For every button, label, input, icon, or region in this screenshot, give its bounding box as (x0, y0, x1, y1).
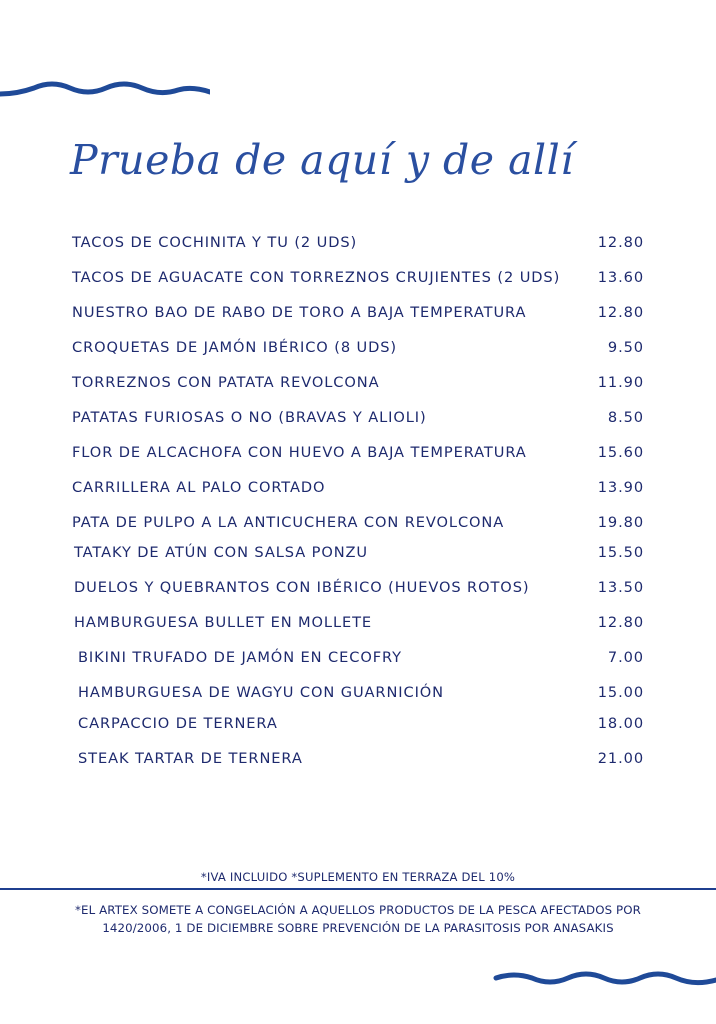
menu-item (78, 713, 644, 735)
item-name: TACOS DE AGUACATE CON TORREZNOS CRUJIENTES (2 UDS) (72, 269, 561, 286)
item-price: 7.00 (607, 649, 644, 666)
item-price: 15.50 (597, 544, 644, 561)
menu-item (72, 512, 644, 534)
menu-item (72, 232, 644, 254)
item-name: HAMBURGUESA DE WAGYU CON GUARNICIÓN (78, 684, 444, 701)
item-price: 13.50 (597, 579, 644, 596)
wave-bottom-decoration (492, 966, 716, 992)
item-name: BIKINI TRUFADO DE JAMÓN EN CECOFRY (78, 649, 402, 666)
menu-item (74, 577, 644, 599)
item-price: 11.90 (597, 374, 644, 391)
item-name: CARRILLERA AL PALO CORTADO (72, 479, 326, 496)
item-price: 18.00 (597, 715, 644, 732)
menu-title: Prueba de aquí y de allí (70, 136, 574, 184)
menu-item (72, 337, 644, 359)
item-price: 15.00 (597, 684, 644, 701)
item-name: FLOR DE ALCACHOFA CON HUEVO A BAJA TEMPERATURA (72, 444, 527, 461)
menu-item (72, 477, 644, 499)
item-name: TORREZNOS CON PATATA REVOLCONA (72, 374, 380, 391)
legal-note (40, 901, 676, 937)
item-name: NUESTRO BAO DE RABO DE TORO A BAJA TEMPERATURA (72, 304, 527, 321)
menu-item (78, 647, 644, 669)
item-price: 19.80 (597, 514, 644, 531)
item-price: 8.50 (607, 409, 644, 426)
item-price: 9.50 (607, 339, 644, 356)
menu-item (72, 302, 644, 324)
item-price: 12.80 (597, 614, 644, 631)
item-name: PATA DE PULPO A LA ANTICUCHERA CON REVOLCONA (72, 514, 505, 531)
legal-note-line-1: *EL ARTEX SOMETE A CONGELACIÓN A AQUELLOS PRODUCTOS DE LA PESCA AFECTADOS POR (75, 903, 641, 917)
menu-item (78, 682, 644, 704)
item-name: TATAKY DE ATÚN CON SALSA PONZU (74, 544, 369, 561)
menu-item (72, 442, 644, 464)
item-name: STEAK TARTAR DE TERNERA (78, 750, 303, 767)
item-price: 12.80 (597, 234, 644, 251)
item-name: HAMBURGUESA BULLET EN MOLLETE (74, 614, 373, 631)
wave-top-decoration (0, 74, 210, 100)
item-price: 15.60 (597, 444, 644, 461)
item-price: 21.00 (597, 750, 644, 767)
menu-item (74, 542, 644, 564)
item-price: 13.90 (597, 479, 644, 496)
legal-note-line-2: 1420/2006, 1 DE DICIEMBRE SOBRE PREVENCIÓN DE LA PARASITOSIS POR ANASAKIS (102, 921, 614, 935)
tax-note: *IVA INCLUIDO *SUPLEMENTO EN TERRAZA DEL 10% (200, 870, 516, 884)
menu-item (72, 407, 644, 429)
item-name: CROQUETAS DE JAMÓN IBÉRICO (8 UDS) (72, 339, 398, 356)
footer-divider (0, 888, 716, 890)
item-name: DUELOS Y QUEBRANTOS CON IBÉRICO (HUEVOS ROTOS) (74, 579, 530, 596)
menu-item (78, 748, 644, 770)
item-price: 12.80 (597, 304, 644, 321)
item-name: TACOS DE COCHINITA Y TU (2 UDS) (72, 234, 358, 251)
menu-item (72, 372, 644, 394)
item-name: CARPACCIO DE TERNERA (78, 715, 278, 732)
menu-item (72, 267, 644, 289)
item-price: 13.60 (597, 269, 644, 286)
menu-item (74, 612, 644, 634)
item-name: PATATAS FURIOSAS O NO (BRAVAS Y ALIOLI) (72, 409, 427, 426)
